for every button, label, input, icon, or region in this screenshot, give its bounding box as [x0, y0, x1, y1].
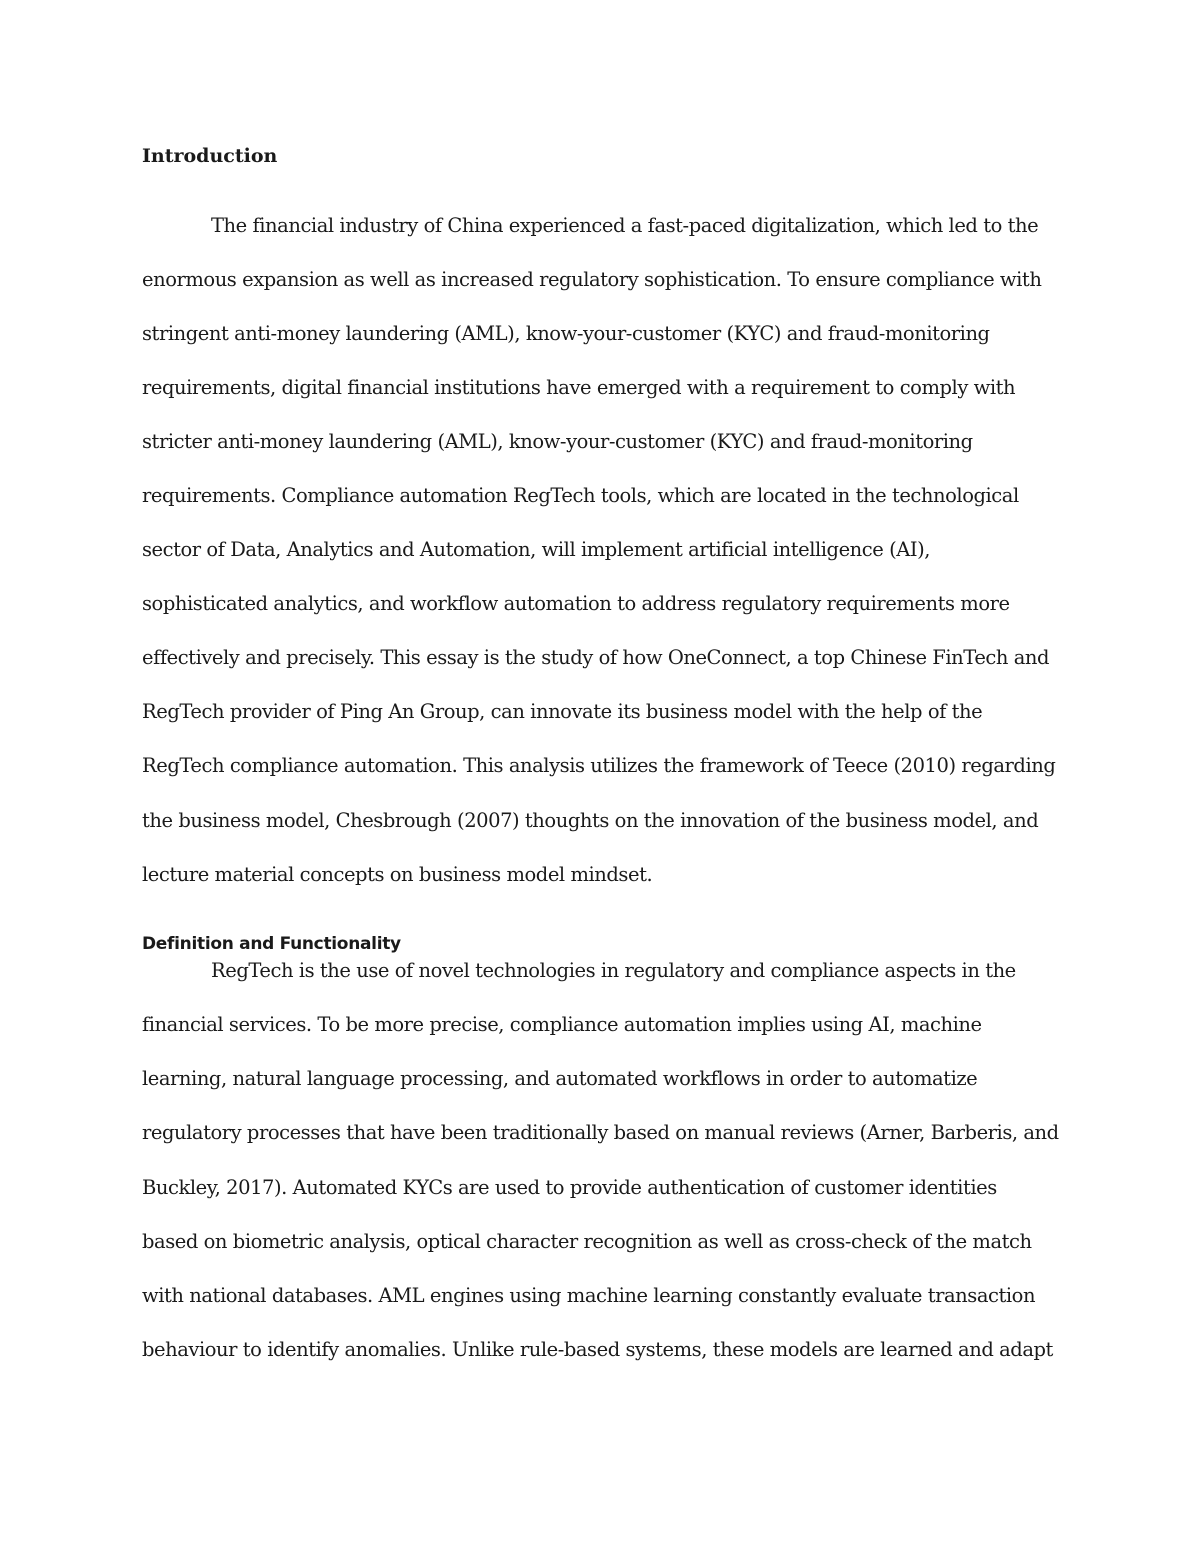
paragraph-line: RegTech compliance automation. This analysis utilizes the framework of Teece (2010) regarding [142, 754, 1056, 777]
section-heading-definition: Definition and Functionality [142, 934, 401, 954]
paragraph-line: stringent anti-money laundering (AML), know-your-customer (KYC) and fraud-monitoring [142, 322, 990, 345]
paragraph-line: requirements. Compliance automation RegTech tools, which are located in the technological [142, 484, 1019, 507]
paragraph-line: the business model, Chesbrough (2007) thoughts on the innovation of the business model, and [142, 809, 1039, 832]
paragraph-line: with national databases. AML engines using machine learning constantly evaluate transaction [142, 1284, 1036, 1307]
paragraph-line: regulatory processes that have been traditionally based on manual reviews (Arner, Barberis, and [142, 1121, 1059, 1144]
paragraph-line: Buckley, 2017). Automated KYCs are used to provide authentication of customer identities [142, 1176, 997, 1199]
paragraph-line: behaviour to identify anomalies. Unlike rule-based systems, these models are learned and adapt [142, 1338, 1053, 1361]
section-heading-introduction: Introduction [142, 145, 278, 167]
paragraph-line: financial services. To be more precise, compliance automation implies using AI, machine [142, 1013, 982, 1036]
paragraph-line: learning, natural language processing, and automated workflows in order to automatize [142, 1067, 978, 1090]
paragraph-line: enormous expansion as well as increased regulatory sophistication. To ensure compliance with [142, 268, 1042, 291]
paragraph-line: sector of Data, Analytics and Automation, will implement artificial intelligence (AI), [142, 538, 931, 561]
paragraph-line: The financial industry of China experienced a fast-paced digitalization, which led to the [211, 214, 1039, 237]
paragraph-line: based on biometric analysis, optical character recognition as well as cross-check of the match [142, 1230, 1032, 1253]
paragraph-line: RegTech provider of Ping An Group, can innovate its business model with the help of the [142, 700, 983, 723]
paragraph-line: effectively and precisely. This essay is the study of how OneConnect, a top Chinese FinTech and [142, 646, 1050, 669]
paragraph-line: sophisticated analytics, and workflow automation to address regulatory requirements more [142, 592, 1010, 615]
paragraph-line: requirements, digital financial institutions have emerged with a requirement to comply with [142, 376, 1016, 399]
paragraph-line: stricter anti-money laundering (AML), know-your-customer (KYC) and fraud-monitoring [142, 430, 973, 453]
paragraph-line: lecture material concepts on business model mindset. [142, 863, 653, 886]
paragraph-line: RegTech is the use of novel technologies in regulatory and compliance aspects in the [211, 959, 1016, 982]
